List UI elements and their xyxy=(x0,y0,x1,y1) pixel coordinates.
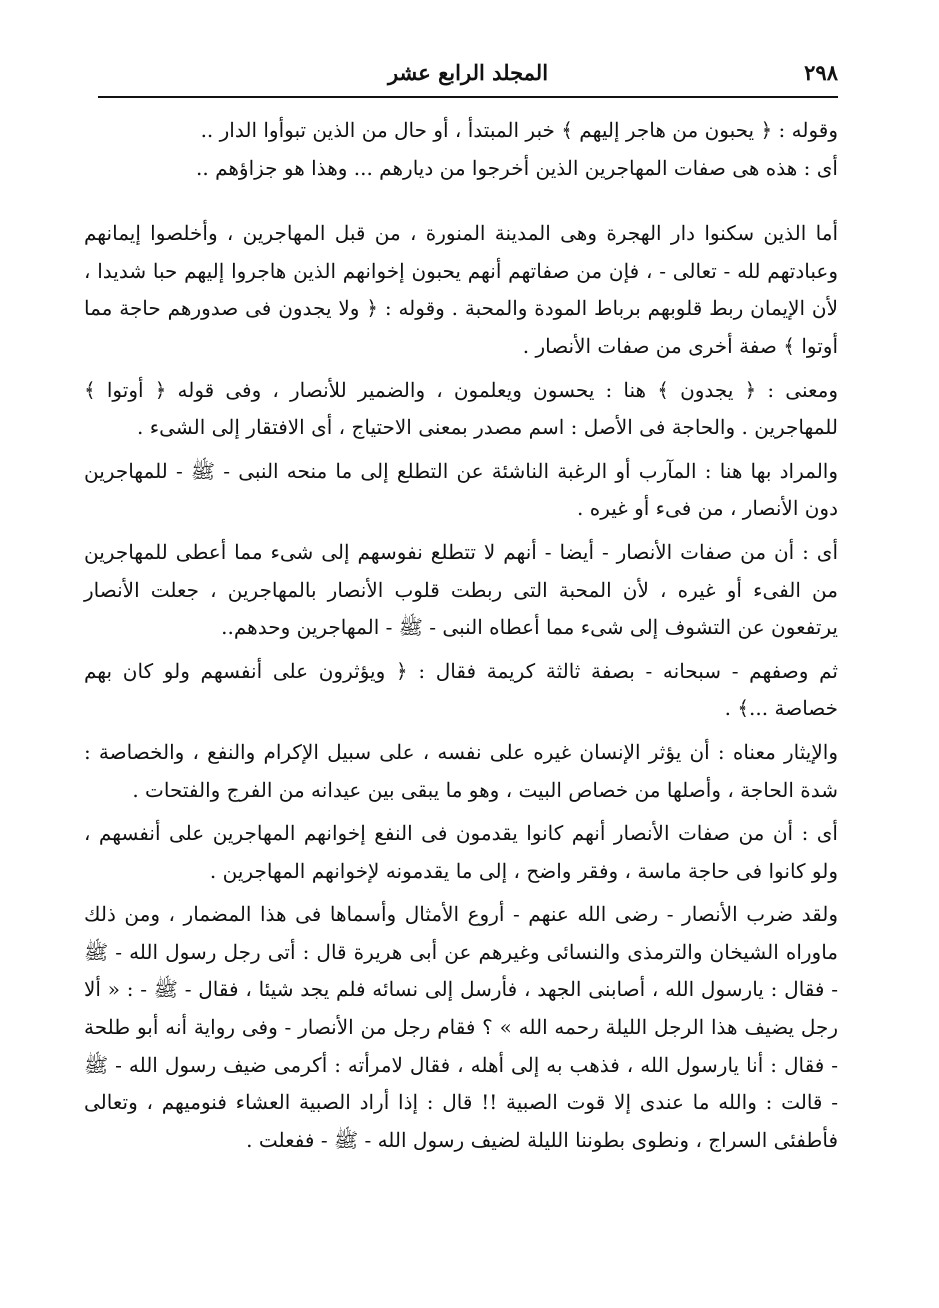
paragraph: ثم وصفهم - سبحانه - بصفة ثالثة كريمة فقال : ﴿ ويؤثرون على أنفسهم ولو كان بهم خصاصة ...﴾ . xyxy=(84,658,838,721)
paragraph: والمراد بها هنا : المآرب أو الرغبة الناشئة عن التطلع إلى ما منحه النبى - ﷺ - للمهاجرين دون الأنصار ، من فىء أو غيره . xyxy=(84,458,838,521)
paragraph: أى : أن من صفات الأنصار أنهم كانوا يقدمون فى النفع إخوانهم المهاجرين على أنفسهم ، ولو كانوا فى حاجة ماسة ، وفقر واضح ، إلى ما يقدمونه لإخوانهم المهاجرين . xyxy=(84,821,838,883)
page-body xyxy=(84,112,838,1159)
paragraph: أى : أن من صفات الأنصار - أيضا - أنهم لا تتطلع نفوسهم إلى شىء مما أعطى للمهاجرين من الفىء أو غيره ، لأن المحبة التى ربطت قلوب الأنصار بالمهاجرين ، جعلت الأنصار يرتفعون عن التشوف إلى شىء مما أعطاه النبى - ﷺ - المهاجرين وحدهم.. xyxy=(84,539,838,640)
paragraph: ومعنى : ﴿ يجدون ﴾ هنا : يحسون ويعلمون ، والضمير للأنصار ، وفى قوله ﴿ أوتوا ﴾ للمهاجرين . والحاجة فى الأصل : اسم مصدر بمعنى الاحتياج ، أى الافتقار إلى الشىء . xyxy=(84,377,838,440)
header-rule xyxy=(98,96,838,98)
paragraph: ولقد ضرب الأنصار - رضى الله عنهم - أروع الأمثال وأسماها فى هذا المضمار ، ومن ذلك ماوراه الشيخان والترمذى والنسائى وغيرهم عن أبى هريرة قال : أتى رجل رسول الله - ﷺ - فقال : يارسول الله ، أصابنى الجهد ، فأرسل إلى نسائه فلم يجد شيئا ، فقال - ﷺ - : « ألا رجل يضيف هذا الرجل الليلة رحمه الله » ؟ فقام رجل من الأنصار - وفى رواية أنه أبو طلحة - فقال : أنا يارسول الله ، فذهب به إلى أهله ، فقال لامرأته : أكرمى ضيف رسول الله - ﷺ - قالت : والله ما عندى إلا قوت الصبية !! قال : إذا أراد الصبية العشاء فنوميهم ، وتعالى فأطفئى السراج ، ونطوى بطوننا الليلة لضيف رسول الله - ﷺ - ففعلت . xyxy=(84,902,839,1152)
paragraph: أى : هذه هى صفات المهاجرين الذين أخرجوا من ديارهم ... وهذا هو جزاؤهم .. xyxy=(196,155,838,180)
paragraph: والإيثار معناه : أن يؤثر الإنسان غيره على نفسه ، على سبيل الإكرام والنفع ، والخصاصة : شدة الحاجة ، وأصلها من خصاص البيت ، وهو ما يبقى بين عيدانه من الفرج والفتحات . xyxy=(84,739,838,802)
page-number: ٢٩٨ xyxy=(804,60,838,85)
page-header xyxy=(98,60,838,94)
paragraph: أما الذين سكنوا دار الهجرة وهى المدينة المنورة ، من قبل المهاجرين ، وأخلصوا إيمانهم وعبادتهم لله - تعالى - ، فإن من صفاتهم أنهم يحبون إخوانهم الذين هاجروا إليهم حبا شديدا ، لأن الإيمان ربط قلوبهم برباط المودة والمحبة . وقوله : ﴿ ولا يجدون فى صدورهم حاجة مما أوتوا ﴾ صفة أخرى من صفات الأنصار . xyxy=(84,221,838,358)
paragraph: وقوله : ﴿ يحبون من هاجر إليهم ﴾ خبر المبتدأ ، أو حال من الذين تبوأوا الدار .. xyxy=(200,118,838,142)
running-title: المجلد الرابع عشر xyxy=(387,60,549,85)
